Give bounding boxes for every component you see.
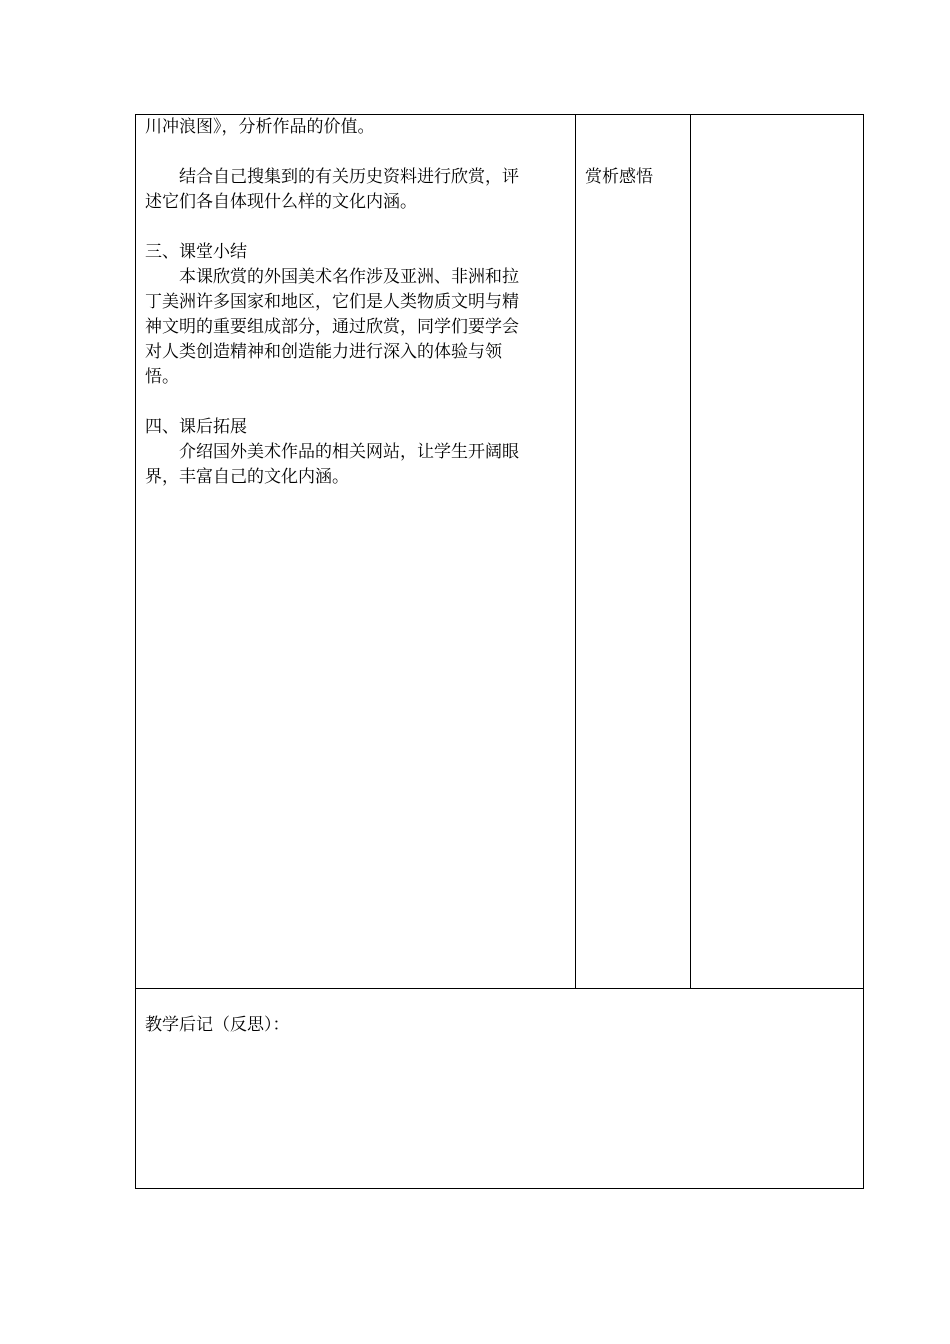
content-line: 结合自己搜集到的有关历史资料进行欣赏，评 — [179, 167, 519, 187]
content-line: 神文明的重要组成部分，通过欣赏，同学们要学会 — [145, 317, 519, 337]
teaching-method-cell — [585, 165, 653, 190]
lesson-plan-table — [135, 114, 864, 1189]
section-heading: 四、课后拓展 — [145, 417, 247, 437]
section-heading: 三、课堂小结 — [145, 242, 247, 262]
content-line: 界，丰富自己的文化内涵。 — [145, 467, 349, 487]
teaching-content-cell — [145, 115, 569, 490]
content-line: 述它们各自体现什么样的文化内涵。 — [145, 192, 417, 212]
row-divider — [136, 988, 863, 989]
column-divider-2 — [690, 115, 691, 988]
blank-line — [145, 140, 569, 165]
content-line: 本课欣赏的外国美术名作涉及亚洲、非洲和拉 — [179, 267, 519, 287]
reflection-cell — [145, 1013, 290, 1038]
content-line: 丁美洲许多国家和地区，它们是人类物质文明与精 — [145, 292, 519, 312]
content-line: 对人类创造精神和创造能力进行深入的体验与领 — [145, 342, 502, 362]
column-divider-1 — [575, 115, 576, 988]
content-line: 悟。 — [145, 367, 179, 387]
blank-line — [145, 390, 569, 415]
content-line: 介绍国外美术作品的相关网站，让学生开阔眼 — [179, 442, 519, 462]
content-line: 川冲浪图》，分析作品的价值。 — [145, 117, 375, 137]
reflection-label: 教学后记（反思）： — [145, 1015, 290, 1035]
method-label: 赏析感悟 — [585, 167, 653, 187]
blank-line — [145, 215, 569, 240]
